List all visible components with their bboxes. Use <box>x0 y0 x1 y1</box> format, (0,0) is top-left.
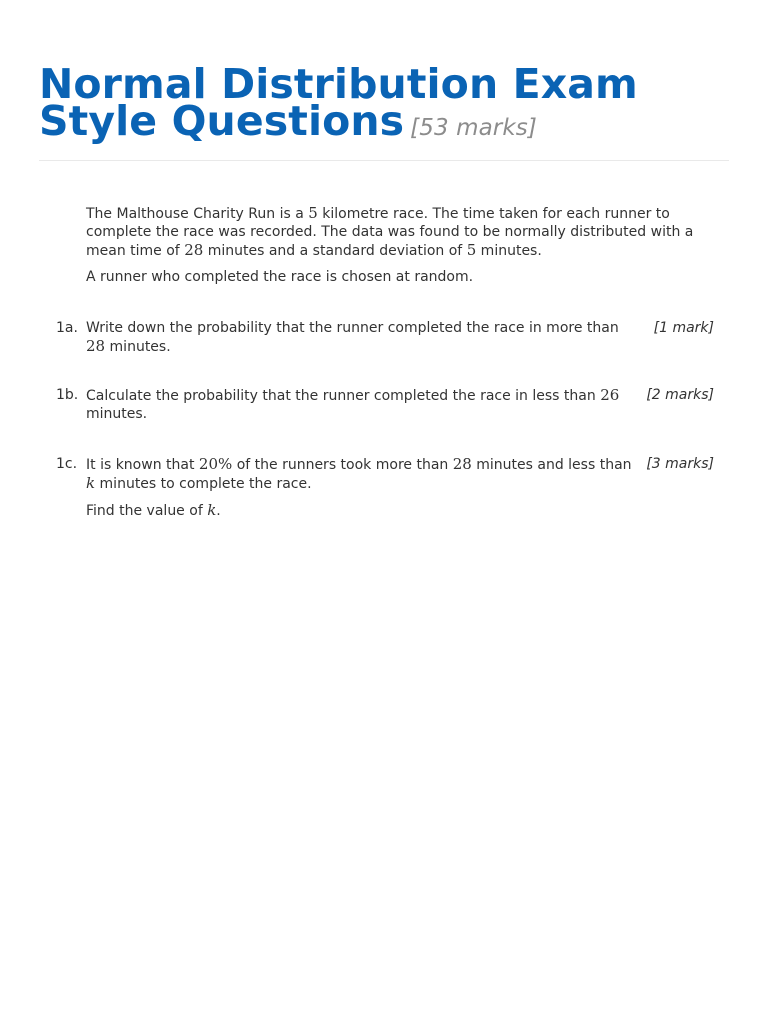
question-paragraph <box>86 455 634 493</box>
intro-text: minutes and a standard deviation of <box>203 243 467 259</box>
intro-text: kilometre race. The time taken for each runner to complete the race was recorded. The data was found to be normally distributed with a mean time of <box>86 206 694 259</box>
question-marks: [1 mark] <box>653 320 714 336</box>
intro-paragraph <box>86 204 716 260</box>
question-marks: [2 marks] <box>646 387 714 403</box>
math-value: 5 <box>466 241 477 259</box>
question-intro <box>86 204 716 286</box>
question-text-part: Find the value of <box>86 503 208 519</box>
question-text-part: of the runners took more than <box>232 457 453 473</box>
question-number: 1c. <box>56 456 78 472</box>
page-title <box>39 60 729 147</box>
total-marks: [53 marks] <box>410 115 537 141</box>
intro-text: minutes. <box>476 243 542 259</box>
question-paragraph <box>86 319 634 356</box>
question-text-part: It is known that <box>86 457 199 473</box>
question-number: 1b. <box>56 387 79 403</box>
question-text-part: minutes. <box>105 339 171 355</box>
header-divider <box>39 160 729 161</box>
intro-paragraph-2: A runner who completed the race is chosen at random. <box>86 269 474 285</box>
question-1b <box>0 386 768 423</box>
question-marks: [3 marks] <box>646 456 714 472</box>
math-value: 26 <box>600 386 620 404</box>
math-value: 28 <box>452 455 472 473</box>
question-1c <box>0 455 768 520</box>
question-text-part: minutes and less than <box>471 457 632 473</box>
question-number: 1a. <box>56 320 78 336</box>
question-text-part: Calculate the probability that the runner completed the race in less than <box>86 388 601 404</box>
question-text-part: minutes to complete the race. <box>95 476 312 492</box>
math-value: 20% <box>198 455 233 473</box>
title-text: Normal Distribution Exam Style Questions <box>39 60 638 145</box>
question-text-part: minutes. <box>86 406 148 422</box>
math-variable: k <box>86 474 96 492</box>
question-text-part: Write down the probability that the runner completed the race in more than <box>86 320 619 336</box>
math-variable: k <box>207 501 217 519</box>
question-text-part: . <box>216 503 221 519</box>
question-content <box>0 204 768 528</box>
math-value: 5 <box>308 204 318 222</box>
math-value: 28 <box>184 241 204 259</box>
math-value: 28 <box>86 337 106 355</box>
question-1a <box>0 319 768 356</box>
question-paragraph-2 <box>86 501 634 520</box>
question-paragraph <box>86 386 634 423</box>
intro-text: The Malthouse Charity Run is a <box>86 206 309 222</box>
question-text <box>86 455 634 520</box>
header <box>39 60 729 147</box>
question-text <box>86 319 634 356</box>
question-text <box>86 386 634 423</box>
